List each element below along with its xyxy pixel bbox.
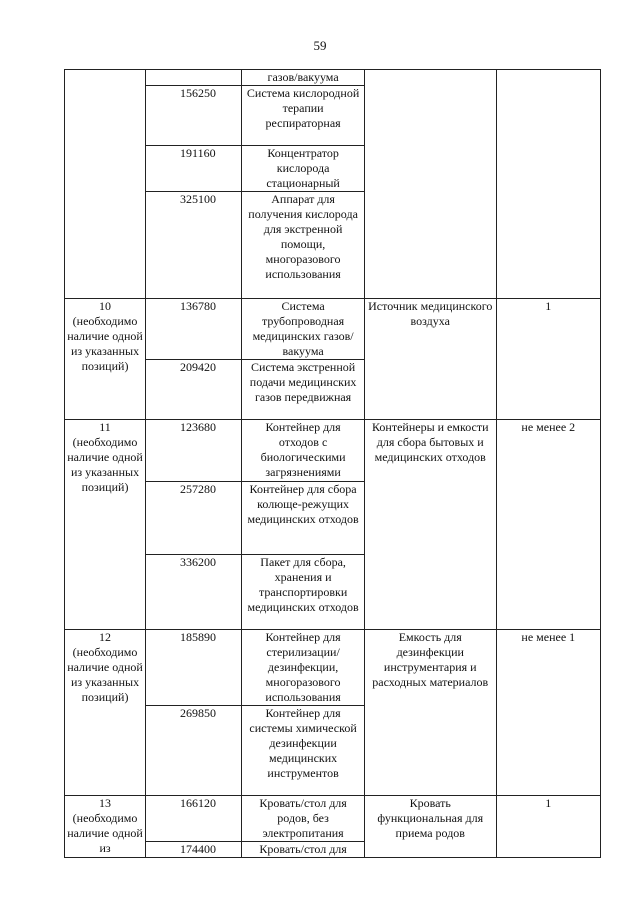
description-cell: Кровать функциональная для приема родов [364,796,496,858]
position-cell: 11 (необходимо наличие одной из указанных позиций) [65,420,146,630]
code-cell: 269850 [146,706,242,796]
name-cell: Контейнер для отходов с биологическими загрязнениями [242,420,365,482]
code-cell: 174400 [146,842,242,858]
code-cell: 123680 [146,420,242,482]
name-cell: Контейнер для системы химической дезинфекции медицинских инструментов [242,706,365,796]
code-cell: 191160 [146,146,242,192]
table-row [65,420,601,482]
position-cell: 12 (необходимо наличие одной из указанных позиций) [65,630,146,796]
name-cell: Аппарат для получения кислорода для экстренной помощи, многоразового использования [242,192,365,299]
name-cell: Система экстренной подачи медицинских газов передвижная [242,360,365,420]
name-cell: Кровать/стол для [242,842,365,858]
table-row [65,796,601,842]
code-cell: 209420 [146,360,242,420]
description-cell [364,70,496,299]
description-cell: Контейнеры и емкости для сбора бытовых и медицинских отходов [364,420,496,630]
position-cell: 10 (необходимо наличие одной из указанных позиций) [65,299,146,420]
quantity-cell: 1 [496,299,600,420]
description-cell: Источник медицинского воздуха [364,299,496,420]
name-cell: Контейнер для стерилизации/ дезинфекции, многоразового использования [242,630,365,706]
description-cell: Емкость для дезинфекции инструментария и расходных материалов [364,630,496,796]
code-cell: 185890 [146,630,242,706]
code-cell: 166120 [146,796,242,842]
name-cell: газов/вакуума [242,70,365,86]
quantity-cell: 1 [496,796,600,858]
quantity-cell: не менее 2 [496,420,600,630]
code-cell: 336200 [146,555,242,630]
code-cell: 257280 [146,482,242,555]
code-cell: 156250 [146,86,242,146]
table-row [65,70,601,86]
name-cell: Система трубопроводная медицинских газов/вакуума [242,299,365,360]
code-cell: 325100 [146,192,242,299]
table-row [65,299,601,360]
code-cell [146,70,242,86]
equipment-table [64,69,601,858]
name-cell: Кровать/стол для родов, без электропитания [242,796,365,842]
name-cell: Концентратор кислорода стационарный [242,146,365,192]
page-number: 59 [313,38,327,53]
quantity-cell: не менее 1 [496,630,600,796]
position-cell [65,70,146,299]
quantity-cell [496,70,600,299]
position-cell: 13 (необходимо наличие одной из [65,796,146,858]
name-cell: Пакет для сбора, хранения и транспортировки медицинских отходов [242,555,365,630]
table-row [65,630,601,706]
name-cell: Контейнер для сбора колюще-режущих медицинских отходов [242,482,365,555]
code-cell: 136780 [146,299,242,360]
name-cell: Система кислородной терапии респираторная [242,86,365,146]
